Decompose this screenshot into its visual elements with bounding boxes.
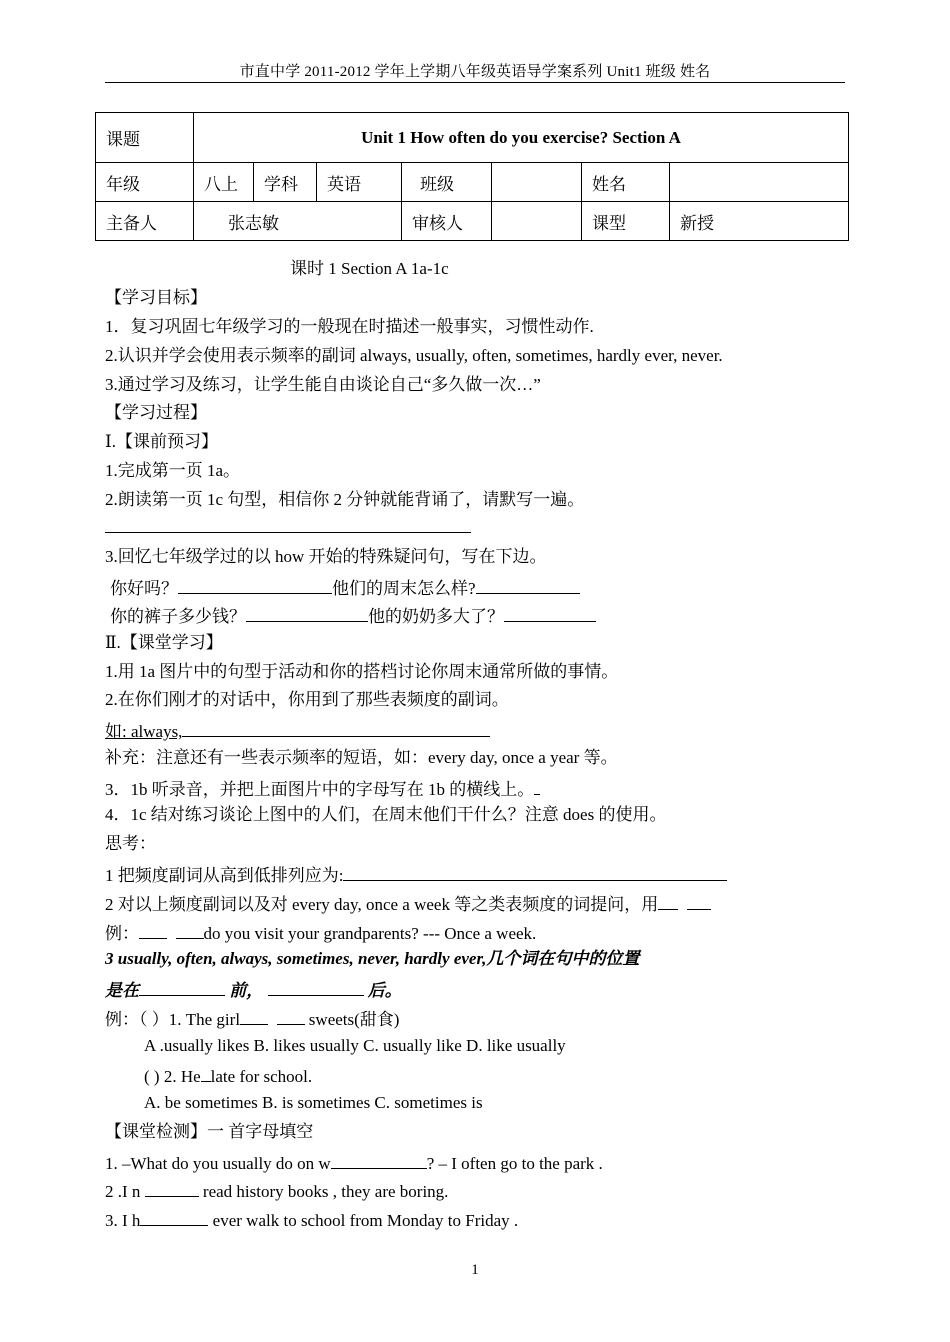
check-item xyxy=(105,1207,518,1232)
think-text: 前， xyxy=(225,981,264,1000)
question-text: 你好吗？ xyxy=(110,579,178,598)
think-text: 是在 xyxy=(105,981,139,1000)
preview-item: 2.朗读第一页 1c 句型，相信你 2 分钟就能背诵了，请默写一遍。 xyxy=(105,490,585,509)
page-header: 市直中学 2011-2012 学年上学期八年级英语导学案系列 Unit1 班级 姓名 xyxy=(239,64,711,80)
class-heading: Ⅱ.【课堂学习】 xyxy=(105,633,223,652)
page-number: 1 xyxy=(471,1262,479,1278)
grade-value: 八上 xyxy=(194,163,254,202)
answer-blank[interactable] xyxy=(240,1006,268,1025)
name-label: 姓名 xyxy=(582,163,670,202)
preparer-label: 主备人 xyxy=(96,202,194,241)
goal-item: 2.认识并学会使用表示频率的副词 always, usually, often, sometimes, hardly ever, never. xyxy=(105,346,723,365)
preview-item: 3.回忆七年级学过的以 how 开始的特殊疑问句，写在下边。 xyxy=(105,547,547,566)
answer-blank[interactable] xyxy=(182,718,490,737)
answer-blank[interactable] xyxy=(277,1006,305,1025)
answer-blank[interactable] xyxy=(687,891,711,910)
answer-blank[interactable] xyxy=(176,920,204,939)
grade-label: 年级 xyxy=(96,163,194,202)
exercise-row xyxy=(144,1063,312,1088)
preparer-value: 张志敏 xyxy=(194,202,402,241)
process-heading: 【学习过程】 xyxy=(105,403,207,422)
exercise-text: ( ) 2. He xyxy=(144,1067,201,1086)
example-text: do you visit your grandparents? --- Once a week. xyxy=(203,924,537,943)
exercise-text: late for school. xyxy=(210,1067,313,1086)
table-row xyxy=(96,113,849,163)
name-value xyxy=(670,163,849,202)
think-text: 1 把频度副词从高到低排列应为: xyxy=(105,866,344,885)
example-text: 如: always, xyxy=(105,722,183,741)
exercise-options: A .usually likes B. likes usually C. usually like D. like usually xyxy=(144,1036,566,1055)
answer-blank[interactable] xyxy=(178,575,332,594)
think-bold-line xyxy=(105,977,402,1002)
answer-blank[interactable] xyxy=(534,776,540,795)
exercise-text: 例：（ ）1. The girl xyxy=(105,1010,241,1029)
supplement-text: 补充：注意还有一些表示频率的短语，如：every day, once a year 等。 xyxy=(105,748,618,767)
example-row xyxy=(105,718,490,743)
check-text: read history books , they are boring. xyxy=(198,1182,449,1201)
answer-blank[interactable] xyxy=(140,1207,208,1226)
exercise-text: sweets(甜食) xyxy=(308,1010,400,1029)
header-rule xyxy=(105,82,845,83)
goal-item: 3.通过学习及练习，让学生能自由谈论自己“多久做一次…” xyxy=(105,375,541,394)
class-label: 班级 xyxy=(402,163,492,202)
answer-blank[interactable] xyxy=(331,1150,427,1169)
reviewer-label: 审核人 xyxy=(402,202,492,241)
think-row xyxy=(105,920,536,945)
question-row xyxy=(110,575,580,600)
think-text: 后。 xyxy=(363,981,402,1000)
goals-heading: 【学习目标】 xyxy=(105,288,207,307)
question-row xyxy=(110,603,596,628)
preview-heading: Ⅰ.【课前预习】 xyxy=(105,432,218,451)
check-item xyxy=(105,1178,448,1203)
topic-title: Unit 1 How often do you exercise? Section A xyxy=(194,113,849,163)
check-text: 3. I h xyxy=(105,1211,141,1230)
think-bold-line: 3 usually, often, always, sometimes, never, hardly ever,几个词在句中的位置 xyxy=(105,949,640,968)
class-item xyxy=(105,776,540,801)
example-label: 例： xyxy=(105,924,139,943)
think-row xyxy=(105,862,727,887)
question-text: 他的奶奶多大了？ xyxy=(368,607,504,626)
class-item: 2.在你们刚才的对话中，你用到了那些表频度的副词。 xyxy=(105,690,509,709)
think-text: 2 对以上频度副词以及对 every day, once a week 等之类表频度的词提问，用 xyxy=(105,895,659,914)
class-value xyxy=(492,163,582,202)
think-row xyxy=(105,891,711,916)
topic-label: 课题 xyxy=(96,113,194,163)
question-text: 他们的周末怎么样? xyxy=(332,579,476,598)
answer-blank[interactable] xyxy=(139,977,225,996)
check-item xyxy=(105,1150,603,1175)
answer-blank[interactable] xyxy=(145,1178,199,1197)
class-item: 1.用 1a 图片中的句型于活动和你的搭档讨论你周末通常所做的事情。 xyxy=(105,662,619,681)
check-text: ever walk to school from Monday to Friday . xyxy=(208,1211,519,1230)
question-text: 你的裤子多少钱？ xyxy=(110,607,246,626)
answer-blank[interactable] xyxy=(658,891,678,910)
answer-blank[interactable] xyxy=(139,920,167,939)
goal-item: 1．复习巩固七年级学习的一般现在时描述一般事实，习惯性动作. xyxy=(105,317,594,336)
lesson-type-value: 新授 xyxy=(670,202,849,241)
class-item-text: 3．1b 听录音，并把上面图片中的字母写在 1b 的横线上。 xyxy=(105,780,535,799)
subject-label: 学科 xyxy=(254,163,317,202)
think-heading: 思考： xyxy=(105,834,156,853)
check-heading: 【课堂检测】一 首字母填空 xyxy=(105,1122,314,1141)
check-text: ? – I often go to the park . xyxy=(426,1154,603,1173)
lesson-type-label: 课型 xyxy=(582,202,670,241)
exercise-options: A. be sometimes B. is sometimes C. sometimes is xyxy=(144,1093,483,1112)
reviewer-value xyxy=(492,202,582,241)
answer-blank[interactable] xyxy=(268,977,364,996)
subject-value: 英语 xyxy=(317,163,402,202)
check-text: 2 .I n xyxy=(105,1182,141,1201)
answer-blank[interactable] xyxy=(201,1063,211,1082)
table-row xyxy=(96,163,849,202)
lesson-title: 课时 1 Section A 1a-1c xyxy=(290,259,449,278)
writing-blank[interactable] xyxy=(105,514,471,539)
check-text: 1. –What do you usually do on w xyxy=(105,1154,331,1173)
answer-blank[interactable] xyxy=(504,603,596,622)
answer-blank[interactable] xyxy=(476,575,580,594)
lesson-info-table xyxy=(95,112,849,241)
exercise-row xyxy=(105,1006,399,1031)
answer-blank[interactable] xyxy=(343,862,727,881)
table-row xyxy=(96,202,849,241)
preview-item: 1.完成第一页 1a。 xyxy=(105,461,241,480)
class-item: 4．1c 结对练习谈论上图中的人们，在周末他们干什么？注意 does 的使用。 xyxy=(105,805,667,824)
answer-blank[interactable] xyxy=(246,603,368,622)
